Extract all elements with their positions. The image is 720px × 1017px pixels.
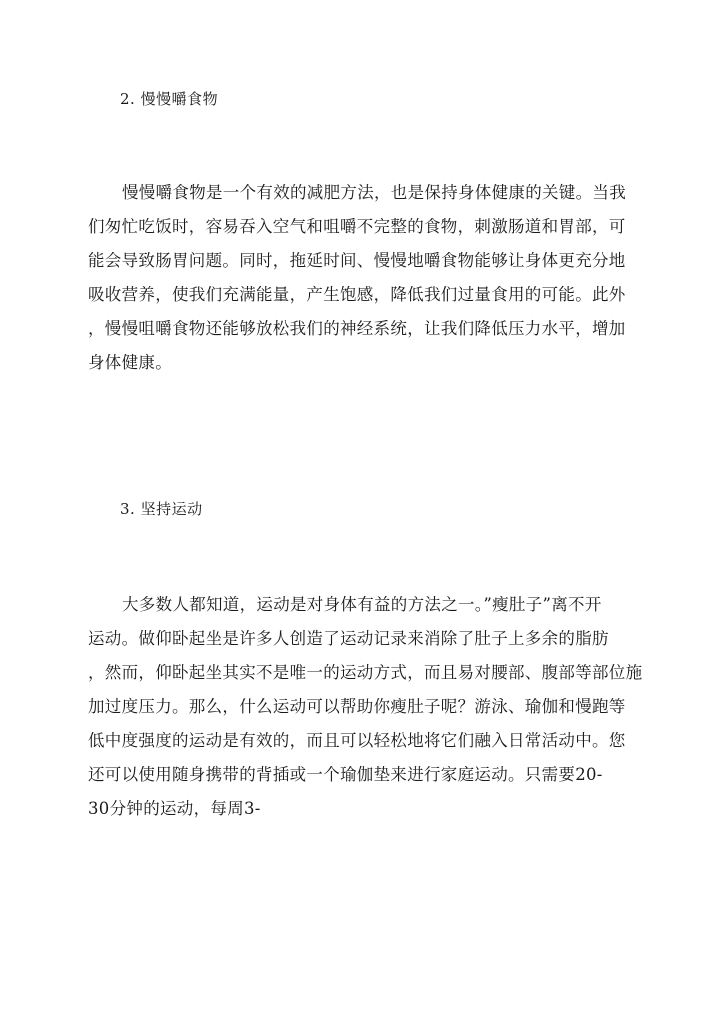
paragraph-line: 大多数人都知道，运动是对身体有益的方法之一。”瘦肚子”离不开: [122, 595, 602, 614]
paragraph-exercise: [88, 588, 643, 826]
paragraph-line: 低中度强度的运动是有效的，而且可以轻松地将它们融入日常活动中。您: [88, 731, 626, 750]
paragraph-line: ，然而，仰卧起坐其实不是唯一的运动方式，而且易对腰部、腹部等部位施: [88, 663, 643, 682]
paragraph-line: 还可以使用随身携带的背插或一个瑜伽垫来进行家庭运动。只需要20-: [88, 765, 603, 784]
paragraph-chew-slowly: [88, 176, 636, 380]
paragraph-line: ，慢慢咀嚼食物还能够放松我们的神经系统，让我们降低压力水平，增加: [88, 319, 626, 338]
paragraph-line: 能会导致肠胃问题。同时，拖延时间、慢慢地嚼食物能够让身体更充分地: [88, 251, 626, 270]
paragraph-line: 加过度压力。那么，什么运动可以帮助你瘦肚子呢？游泳、瑜伽和慢跑等: [88, 697, 626, 716]
paragraph-line: 运动。做仰卧起坐是许多人创造了运动记录来消除了肚子上多余的脂肪: [88, 629, 609, 648]
section-heading-chew-slowly: 2. 慢慢嚼食物: [120, 90, 219, 108]
paragraph-line: 慢慢嚼食物是一个有效的减肥方法，也是保持身体健康的关键。当我: [122, 183, 626, 202]
paragraph-line: 身体健康。: [88, 353, 172, 372]
paragraph-line: 30分钟的运动，每周3-: [88, 799, 261, 818]
paragraph-line: 们匆忙吃饭时，容易吞入空气和咀嚼不完整的食物，刺激肠道和胃部，可: [88, 217, 626, 236]
paragraph-line: 吸收营养，使我们充满能量，产生饱感，降低我们过量食用的可能。此外: [88, 285, 626, 304]
section-heading-exercise: 3. 坚持运动: [120, 500, 203, 518]
